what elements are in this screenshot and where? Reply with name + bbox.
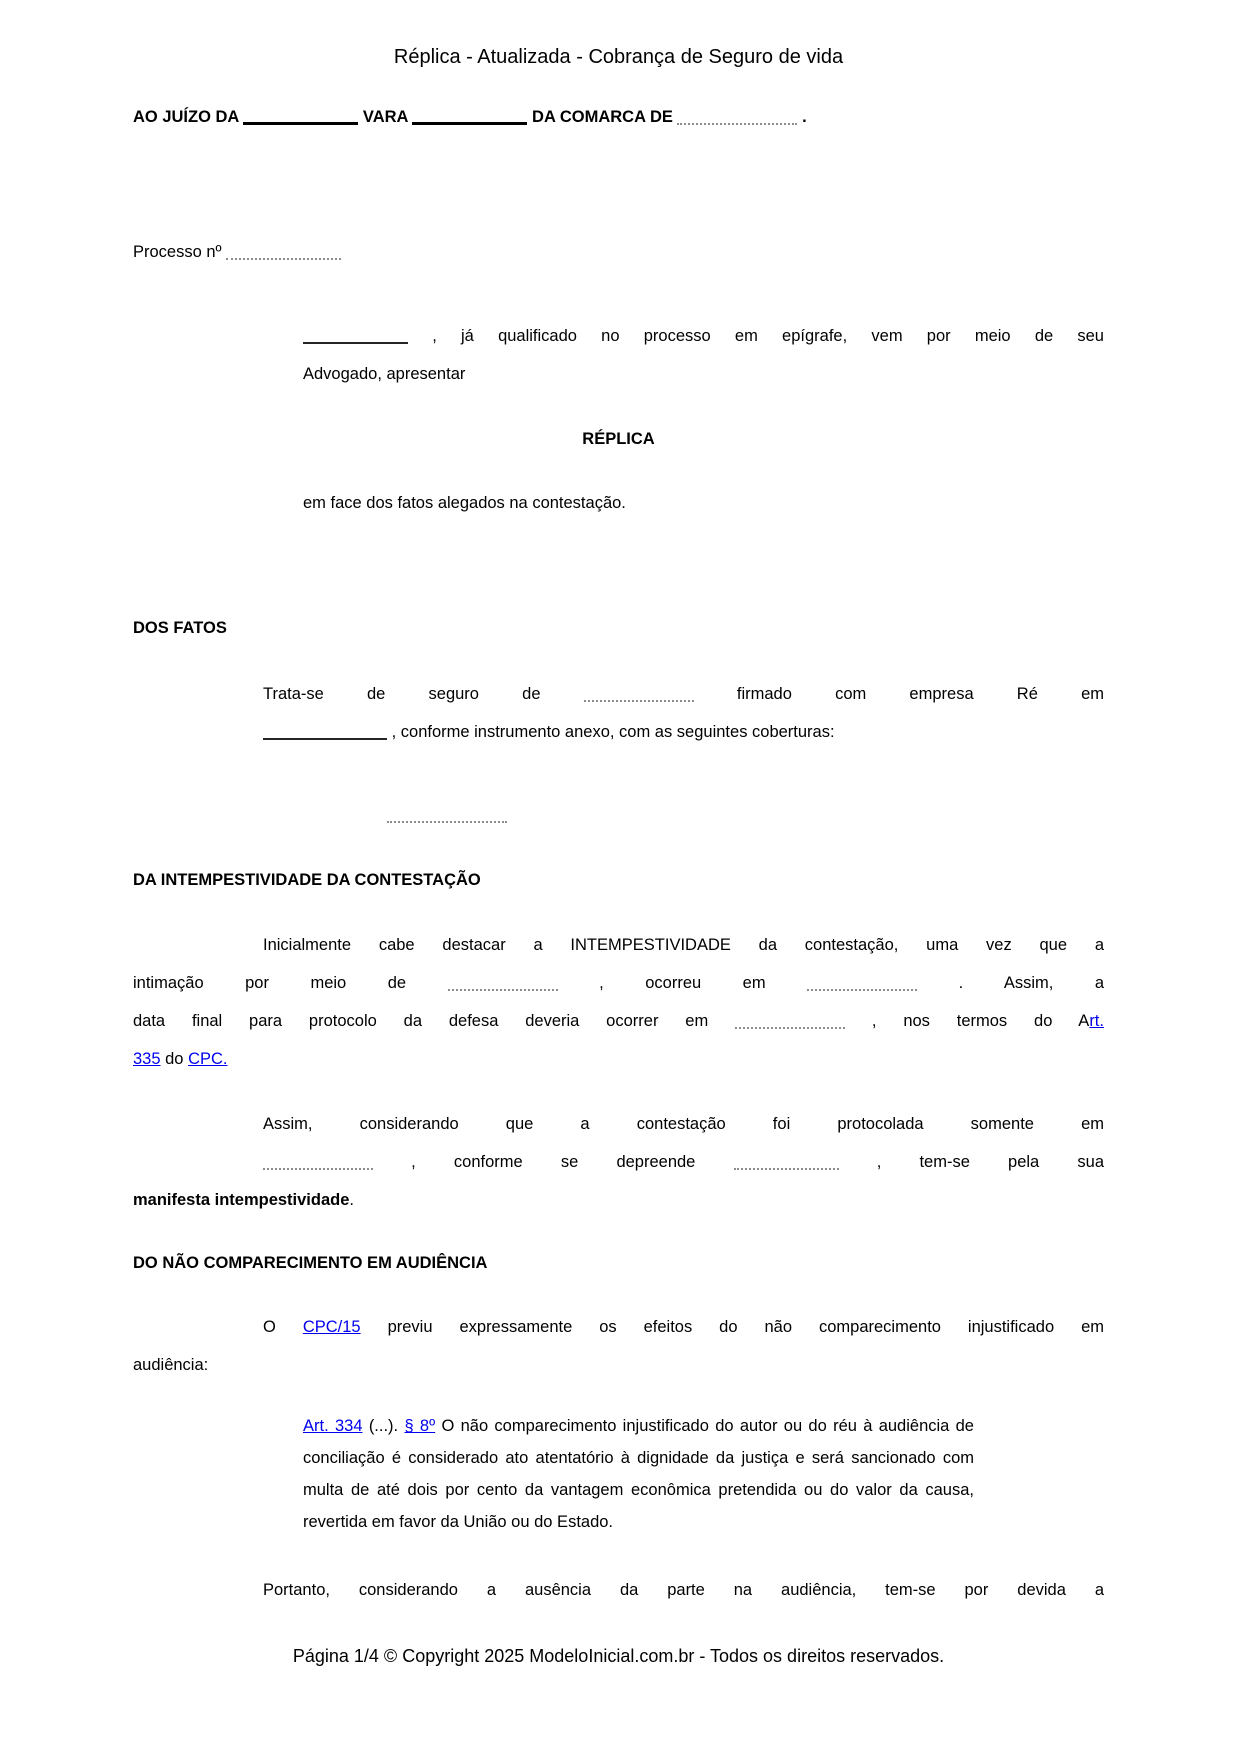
- intempestividade-p1-line-2: [133, 964, 1104, 1002]
- intro-paragraph-line-2: [133, 355, 1104, 393]
- court-line-text-4: .: [802, 108, 807, 126]
- intempestividade-p1-text-3: , ocorreu em: [599, 974, 766, 992]
- section-heading-dos-fatos: DOS FATOS: [133, 619, 227, 637]
- intempestividade-p1-text-4: . Assim, a: [958, 974, 1105, 992]
- section-heading-audiencia: DO NÃO COMPARECIMENTO EM AUDIÊNCIA: [133, 1254, 488, 1272]
- replica-heading: RÉPLICA: [582, 430, 655, 448]
- intempestividade-p2-line-1: [133, 1105, 1104, 1143]
- blank-field-case-number: [226, 252, 341, 260]
- blank-field-evidence: [734, 1162, 839, 1170]
- replica-subject-text: em face dos fatos alegados na contestação.: [303, 494, 626, 512]
- intro-paragraph-line-1: [133, 317, 1104, 355]
- blank-field-vara-number: [243, 116, 358, 125]
- intempestividade-p2-text-3: , tem-se pela sua: [876, 1153, 1104, 1171]
- blank-field-comarca: [677, 117, 797, 125]
- link-art-334[interactable]: Art. 334: [303, 1417, 363, 1435]
- blank-field-protocol-date: [263, 1162, 373, 1170]
- intro-text-2: Advogado, apresentar: [303, 365, 466, 383]
- intempestividade-p2-line-3: [133, 1181, 1104, 1219]
- court-address-line: [133, 98, 1104, 136]
- blank-field-party-name: [303, 336, 408, 344]
- audiencia-p2-line-1: [133, 1571, 1104, 1609]
- fatos-text-1: Trata-se de seguro de: [263, 685, 541, 703]
- link-art-335-part-1[interactable]: rt.: [1089, 1012, 1104, 1030]
- blank-field-contract-date: [263, 732, 387, 740]
- intempestividade-p1-text-5: data final para protocolo da defesa deveria ocorrer em: [133, 1012, 709, 1030]
- intempestividade-p2-end: .: [349, 1191, 354, 1209]
- intempestividade-p1-text-7: do: [165, 1050, 184, 1068]
- blank-field-insurance-type: [584, 694, 694, 702]
- court-line-text-3: DA COMARCA DE: [532, 108, 673, 126]
- fatos-paragraph-line-2: [133, 713, 1104, 751]
- intempestividade-p2-text-1: Assim, considerando que a contestação foi protocolada somente em: [263, 1115, 1104, 1133]
- fatos-paragraph-line-1: [133, 675, 1104, 713]
- fatos-text-2: firmado com empresa Ré em: [736, 685, 1104, 703]
- intempestividade-p2-text-2: , conforme se depreende: [411, 1153, 696, 1171]
- legal-quote-art-334: [303, 1410, 974, 1538]
- intempestividade-p1-line-3: [133, 1002, 1104, 1040]
- link-art-335-part-2[interactable]: 335: [133, 1050, 161, 1068]
- intempestividade-p2-line-2: [133, 1143, 1104, 1181]
- replica-subject-line: [133, 484, 1104, 522]
- link-cpc[interactable]: CPC.: [188, 1050, 228, 1068]
- intempestividade-bold-text: manifesta intempestividade: [133, 1191, 350, 1209]
- case-number-label: Processo nº: [133, 243, 222, 261]
- audiencia-p1-text-3: audiência:: [133, 1356, 209, 1374]
- intempestividade-p1-text-1: Inicialmente cabe destacar a INTEMPESTIVIDADE da contestação, uma vez que a: [263, 936, 1104, 954]
- audiencia-p1-line-2: [133, 1346, 1104, 1384]
- page-footer: Página 1/4 © Copyright 2025 ModeloInicial.com.br - Todos os direitos reservados.: [292, 1646, 945, 1666]
- blank-field-intimation-date: [807, 983, 917, 991]
- intempestividade-p1-line-1: [133, 926, 1104, 964]
- blank-field-intimation-method: [448, 983, 558, 991]
- audiencia-p1-text-1: O: [263, 1318, 276, 1336]
- audiencia-p2-text-1: Portanto, considerando a ausência da parte na audiência, tem-se por devida a: [263, 1581, 1104, 1599]
- blank-field-vara-type: [412, 116, 527, 125]
- intempestividade-p1-text-2: intimação por meio de: [133, 974, 407, 992]
- section-heading-intempestividade: DA INTEMPESTIVIDADE DA CONTESTAÇÃO: [133, 871, 481, 889]
- quote-text-1: (...).: [368, 1417, 399, 1435]
- fatos-text-3: , conforme instrumento anexo, com as seguintes coberturas:: [391, 723, 835, 741]
- quote-text-2: O não comparecimento injustificado do autor ou do réu à audiência de conciliação é considerado ato atentatório à dignidade da justiça e será sancionado com multa de até dois por cento da vantagem econômica pretendida ou do valor da causa, revertida em favor da União ou do Estado.: [303, 1417, 974, 1531]
- blank-field-coverages: [387, 815, 507, 823]
- case-number-line: [133, 233, 1104, 271]
- coverages-blank-line: [133, 796, 1104, 834]
- audiencia-p1-line-1: [133, 1308, 1104, 1346]
- link-cpc-15[interactable]: CPC/15: [302, 1318, 361, 1336]
- court-line-text-1: AO JUÍZO DA: [133, 108, 239, 126]
- audiencia-p1-text-2: previu expressamente os efeitos do não comparecimento injustificado em: [387, 1318, 1105, 1336]
- link-paragrafo-8[interactable]: § 8º: [404, 1417, 436, 1435]
- intempestividade-p1-line-4: [133, 1040, 1104, 1078]
- intempestividade-p1-text-6: , nos termos do A: [871, 1012, 1090, 1030]
- intro-text-1: , já qualificado no processo em epígrafe, vem por meio de seu: [432, 327, 1104, 345]
- blank-field-defense-deadline: [735, 1021, 845, 1029]
- document-title: Réplica - Atualizada - Cobrança de Seguro de vida: [393, 46, 844, 68]
- court-line-text-2: VARA: [362, 108, 408, 126]
